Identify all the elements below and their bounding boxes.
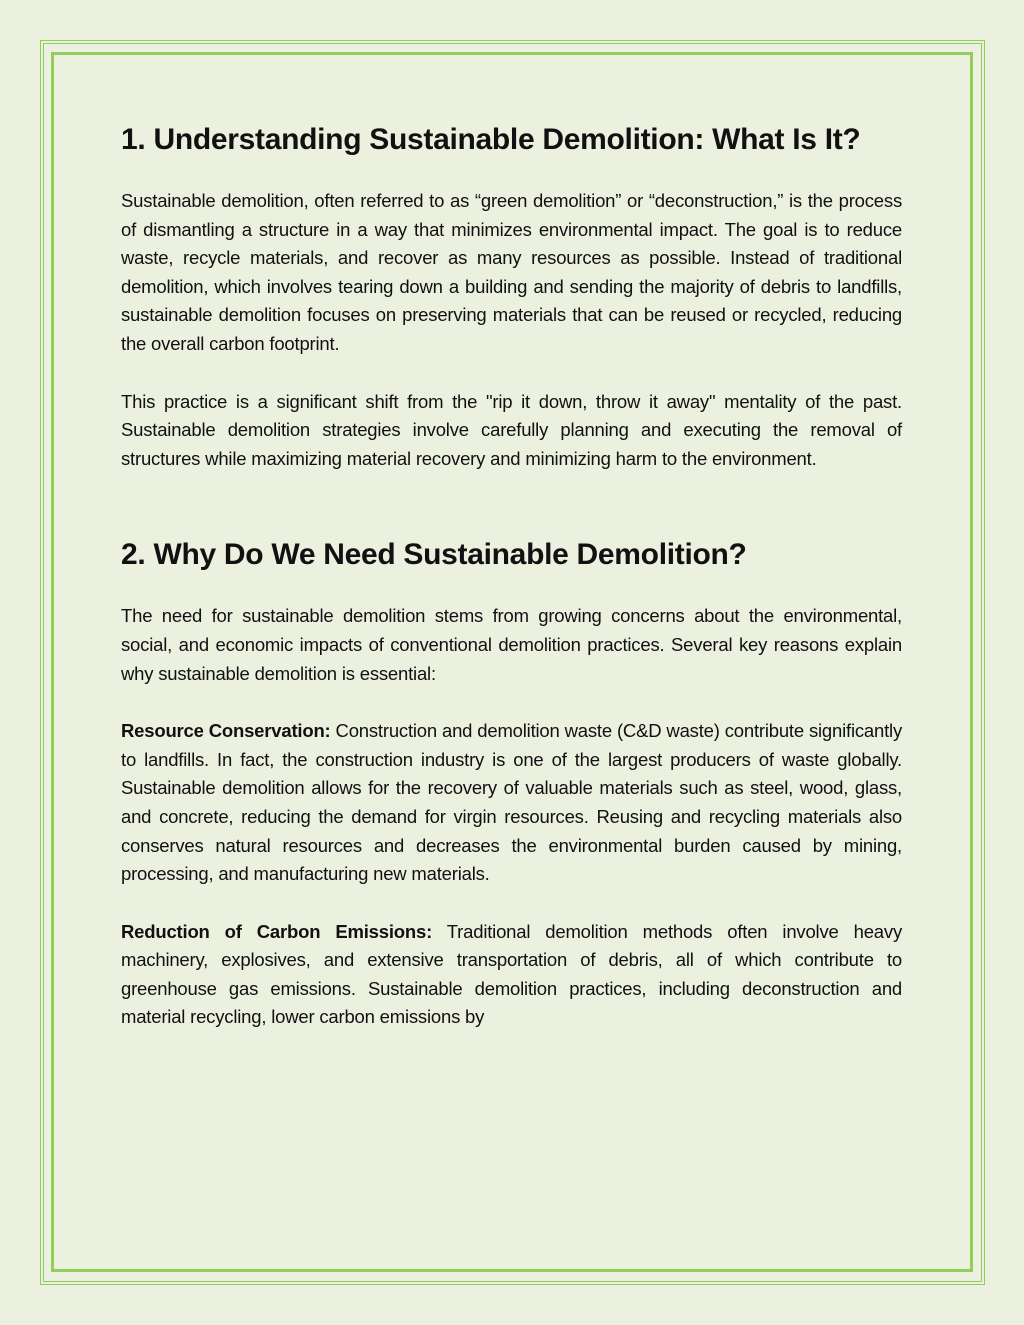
section-1-paragraph-2: This practice is a significant shift from the "rip it down, throw it away" mentality of the past. Sustainable demolition strategies involve carefully planning and executing the removal of structures while maximizing material recovery and minimizing harm to the environment. xyxy=(121,390,902,469)
point-text: Construction and demolition waste (C&D waste) contribute significantly to landfills. In fact, the construction industry is one of the largest producers of waste globally. Sustainable demolition allows for the recovery of valuable materials such as steel, wood, glass, and concrete, reducing the demand for virgin resources. Reusing and recycling materials also conserves natural resources and decreases the environmental burden caused by mining, processing, and manufacturing new materials. xyxy=(121,720,902,885)
section-1-paragraph-1: Sustainable demolition, often referred to as “green demolition” or “deconstruction,” is the process of dismantling a structure in a way that minimizes environmental impact. The goal is to reduce waste, recycle materials, and recover as many resources as possible. Instead of traditional demolition, which involves tearing down a building and sending the majority of debris to landfills, sustainable demolition focuses on preserving materials that can be reused or recycled, reducing the overall carbon footprint. xyxy=(121,190,902,354)
section-1-heading: 1. Understanding Sustainable Demolition: What Is It? xyxy=(121,123,861,156)
point-text: Traditional demolition methods often involve heavy machinery, explosives, and extensive transportation of debris, all of which contribute to greenhouse gas emissions. Sustainable demolition practices, including deconstruction and material recycling, lower carbon emissions by xyxy=(121,920,902,1028)
document-body xyxy=(121,118,902,1032)
point-label: Reduction of Carbon Emissions: xyxy=(121,920,433,942)
section-2-heading: 2. Why Do We Need Sustainable Demolition? xyxy=(121,538,747,572)
point-label: Resource Conservation: xyxy=(121,720,331,742)
point-resource-conservation xyxy=(121,717,902,889)
section-2-intro: The need for sustainable demolition stems from growing concerns about the environmental, social, and economic impacts of conventional demolition practices. Several key reasons explain why sustainable demolition is essential: xyxy=(121,605,902,684)
point-reduction-carbon-emissions xyxy=(121,918,902,1032)
